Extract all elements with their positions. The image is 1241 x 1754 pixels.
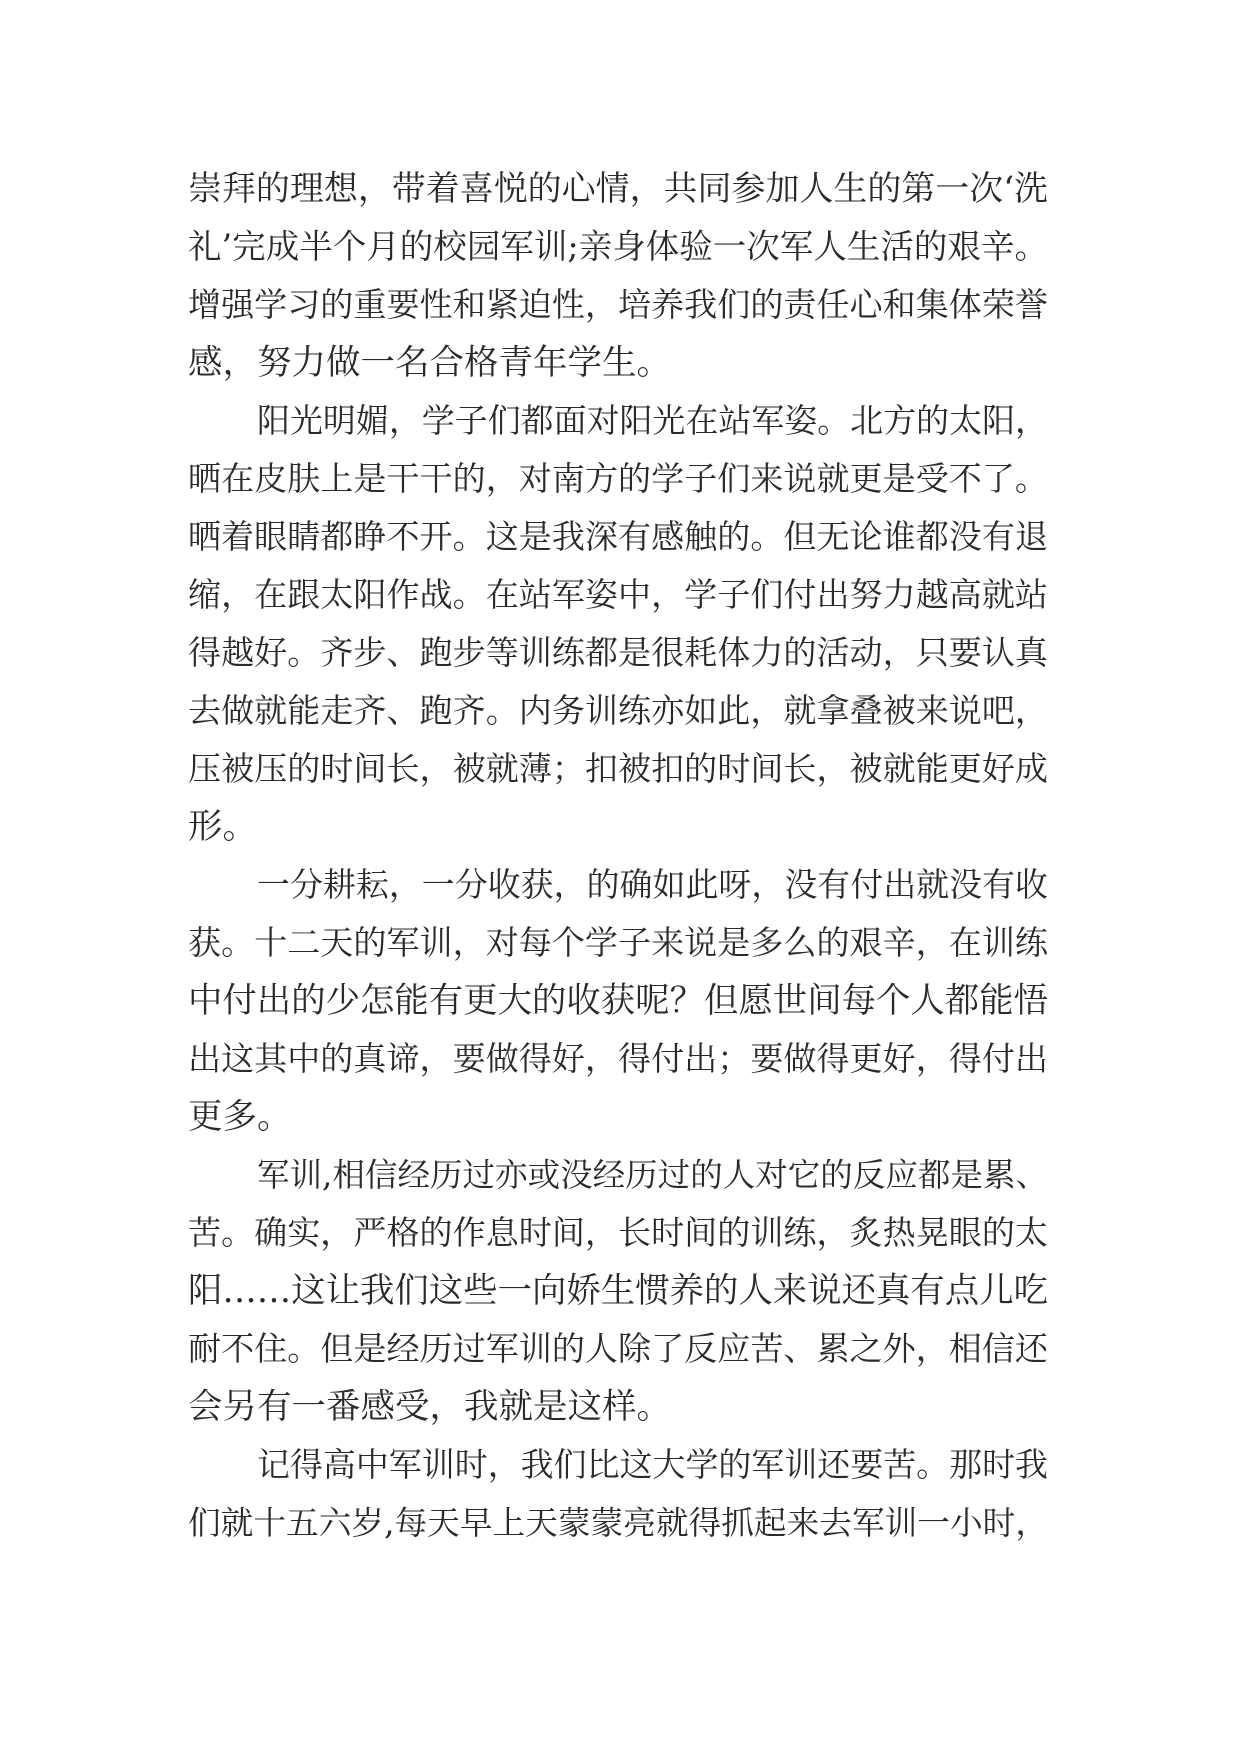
paragraph-2-line-1: 阳光明媚，学子们都面对阳光在站军姿。北方的太阳， (257, 401, 1048, 440)
paragraph-1-line-3: 增强学习的重要性和紧迫性，培养我们的责任心和集体荣誉 (188, 285, 1048, 324)
document-body (188, 160, 1048, 1552)
paragraph-4-line-3: 阳……这让我们这些一向娇生惯养的人来说还真有点儿吃 (188, 1271, 1048, 1311)
paragraph-4-line-4: 耐不住。但是经历过军训的人除了反应苦、累之外，相信还 (188, 1329, 1048, 1368)
paragraph-3-line-4: 出这其中的真谛，要做得好，得付出；要做得更好，得付出 (188, 1039, 1048, 1078)
paragraph-1-line-1: 崇拜的理想，带着喜悦的心情，共同参加人生的第一次‘洗 (188, 169, 1048, 209)
paragraph-3-line-1: 一分耕耘，一分收获，的确如此呀，没有付出就没有收 (257, 865, 1048, 904)
paragraph-1-line-2: 礼’完成半个月的校园军训;亲身体验一次军人生活的艰辛。 (188, 227, 1048, 266)
paragraph-2-line-2: 晒在皮肤上是干干的，对南方的学子们来说就更是受不了。 (188, 459, 1048, 498)
paragraph-2-line-5: 得越好。齐步、跑步等训练都是很耗体力的活动，只要认真 (188, 633, 1048, 672)
paragraph-1-line-4: 感，努力做一名合格青年学生。 (188, 343, 671, 383)
paragraph-3-line-5: 更多。 (188, 1097, 292, 1137)
paragraph-4-line-5: 会另有一番感受，我就是这样。 (188, 1387, 671, 1427)
paragraph-3-line-3: 中付出的少怎能有更大的收获呢？但愿世间每个人都能悟 (188, 981, 1048, 1021)
paragraph-2-line-4: 缩，在跟太阳作战。在站军姿中，学子们付出努力越高就站 (188, 575, 1048, 614)
paragraph-4-line-2: 苦。确实，严格的作息时间，长时间的训练，炙热晃眼的太 (188, 1213, 1048, 1252)
paragraph-2-line-6: 去做就能走齐、跑齐。内务训练亦如此，就拿叠被来说吧， (188, 691, 1048, 730)
paragraph-2-line-7: 压被压的时间长，被就薄；扣被扣的时间长，被就能更好成 (188, 749, 1048, 788)
paragraph-5-line-1: 记得高中军训时，我们比这大学的军训还要苦。那时我 (257, 1445, 1048, 1484)
paragraph-2-line-3: 晒着眼睛都睁不开。这是我深有感触的。但无论谁都没有退 (188, 517, 1048, 556)
paragraph-2-line-8: 形。 (188, 807, 257, 847)
paragraph-4-line-1: 军训,相信经历过亦或没经历过的人对它的反应都是累、 (257, 1156, 1048, 1194)
paragraph-3-line-2: 获。十二天的军训，对每个学子来说是多么的艰辛，在训练 (188, 923, 1048, 962)
paragraph-5-line-2: 们就十五六岁,每天早上天蒙蒙亮就得抓起来去军训一小时， (188, 1504, 1048, 1542)
